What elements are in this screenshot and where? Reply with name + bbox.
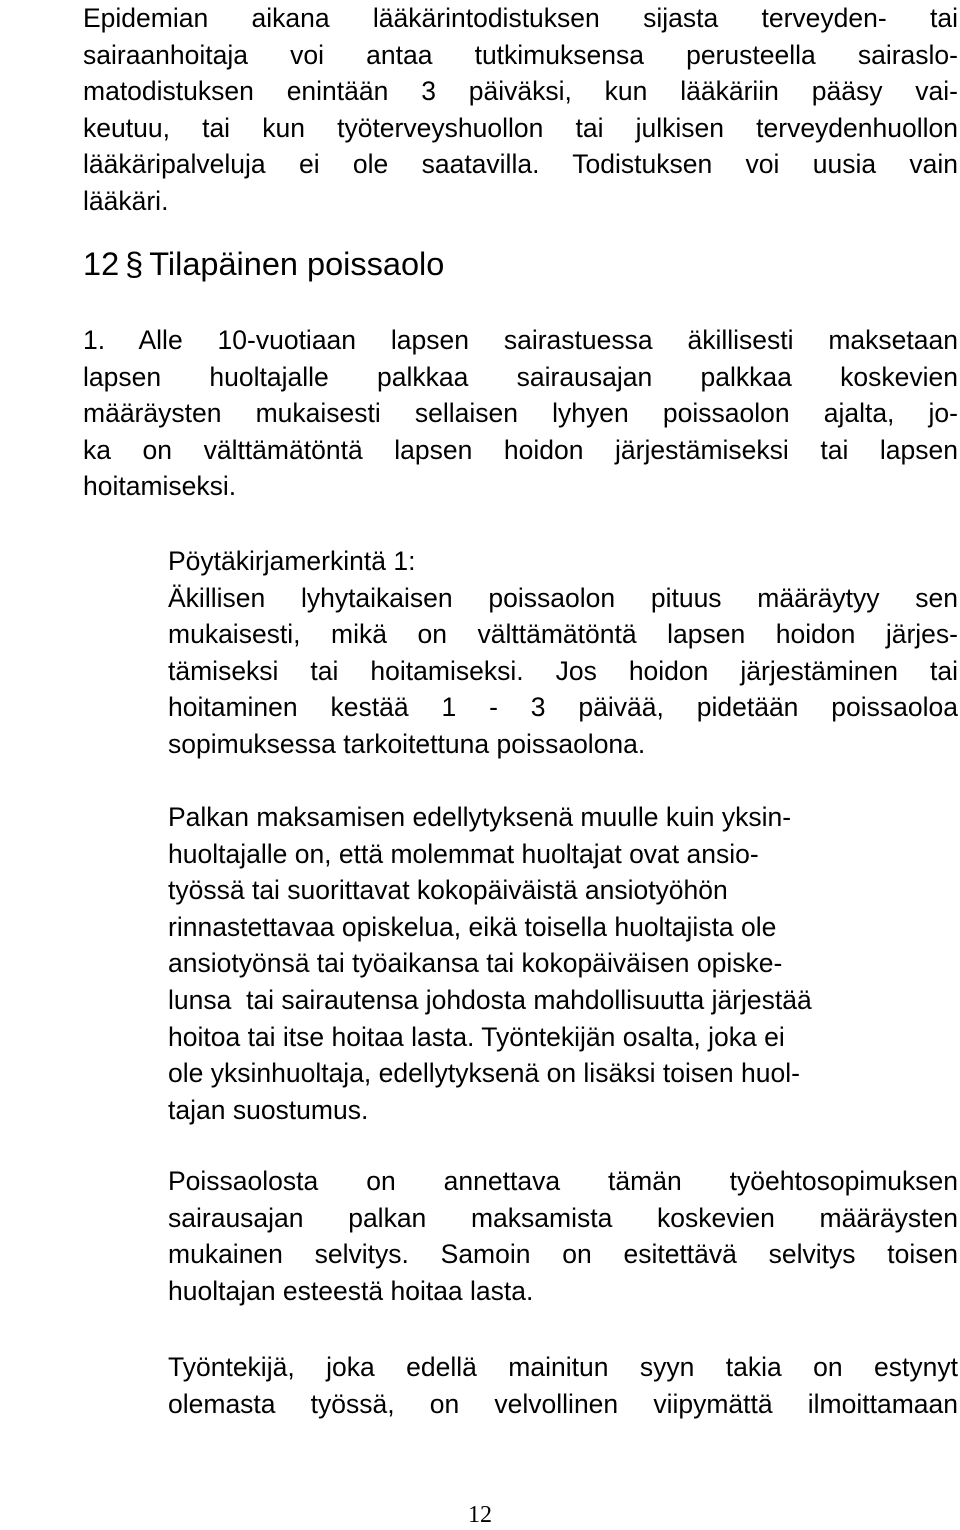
- text-line: olemasta työssä, on velvollinen viipymättä ilmoittamaan: [168, 1388, 958, 1419]
- text-line: Työntekijä, joka edellä mainitun syyn takia on estynyt: [168, 1352, 958, 1382]
- text-line: määräysten mukaisesti sellaisen lyhyen poissaolon ajalta, jo-: [83, 398, 958, 429]
- text-line: huoltajan esteestä hoitaa lasta.: [168, 1275, 534, 1306]
- section-title: Tilapäinen poissaolo: [149, 246, 445, 282]
- text-line: rinnastettavaa opiskelua, eikä toisella huoltajista ole: [168, 911, 777, 942]
- section-heading: [83, 244, 444, 284]
- text-line: tajan suostumus.: [168, 1094, 369, 1125]
- page-number: 12: [468, 1502, 492, 1528]
- text-line: lunsa tai sairautensa johdosta mahdollisuutta järjestää: [168, 984, 812, 1015]
- section-number: 12: [83, 246, 120, 282]
- text-line: keutuu, tai kun työterveyshuollon tai julkisen terveydenhuollon: [83, 112, 958, 143]
- payment-condition-paragraph: [168, 799, 914, 1128]
- text-line: ole yksinhuoltaja, edellytyksenä on lisäksi toisen huol-: [168, 1058, 800, 1089]
- text-line: työssä tai suorittavat kokopäiväistä ansiotyöhön: [168, 875, 728, 906]
- text-line: Epidemian aikana lääkärintodistuksen sijasta terveyden- tai: [83, 3, 958, 33]
- text-line: tämiseksi tai hoitamiseksi. Jos hoidon järjestäminen tai: [168, 655, 958, 686]
- text-line: lääkäri.: [83, 185, 169, 216]
- text-line: matodistuksen enintään 3 päiväksi, kun lääkäriin pääsy vai-: [83, 76, 958, 107]
- text-line: mukainen selvitys. Samoin on esitettävä selvitys toisen: [168, 1239, 958, 1270]
- text-line: lääkäripalveluja ei ole saatavilla. Todistuksen voi uusia vain: [83, 149, 958, 180]
- intro-paragraph: [83, 0, 958, 220]
- text-line: Äkillisen lyhytaikaisen poissaolon pituus määräytyy sen: [168, 582, 958, 613]
- protocol-note-paragraph: [168, 543, 958, 763]
- note-title: Pöytäkirjamerkintä 1:: [168, 546, 416, 576]
- clause-1-paragraph: [83, 322, 958, 505]
- text-line: ansiotyönsä tai työaikansa tai kokopäiväisen opiske-: [168, 948, 783, 979]
- text-line: hoitamiseksi.: [83, 471, 237, 502]
- text-line: Palkan maksamisen edellytyksenä muulle kuin yksin-: [168, 802, 792, 832]
- absence-report-paragraph: [168, 1163, 958, 1309]
- text-line: Poissaolosta on annettava tämän työehtosopimuksen: [168, 1166, 958, 1196]
- text-line: sairausajan palkan maksamista koskevien määräysten: [168, 1202, 958, 1233]
- text-line: 1. Alle 10-vuotiaan lapsen sairastuessa äkillisesti maksetaan: [83, 325, 958, 355]
- text-line: ka on välttämätöntä lapsen hoidon järjestämiseksi tai lapsen: [83, 434, 958, 465]
- text-line: lapsen huoltajalle palkkaa sairausajan palkkaa koskevien: [83, 361, 958, 392]
- absent-employee-paragraph: [168, 1349, 958, 1422]
- text-line: mukaisesti, mikä on välttämätöntä lapsen hoidon järjes-: [168, 619, 958, 650]
- text-line: hoitoa tai itse hoitaa lasta. Työntekijän osalta, joka ei: [168, 1021, 785, 1052]
- text-line: sopimuksessa tarkoitettuna poissaolona.: [168, 728, 646, 759]
- section-symbol: §: [125, 246, 144, 282]
- text-line: hoitaminen kestää 1 - 3 päivää, pidetään poissaoloa: [168, 692, 958, 723]
- text-line: sairaanhoitaja voi antaa tutkimuksensa perusteella sairaslo-: [83, 39, 958, 70]
- text-line: huoltajalle on, että molemmat huoltajat ovat ansio-: [168, 838, 759, 869]
